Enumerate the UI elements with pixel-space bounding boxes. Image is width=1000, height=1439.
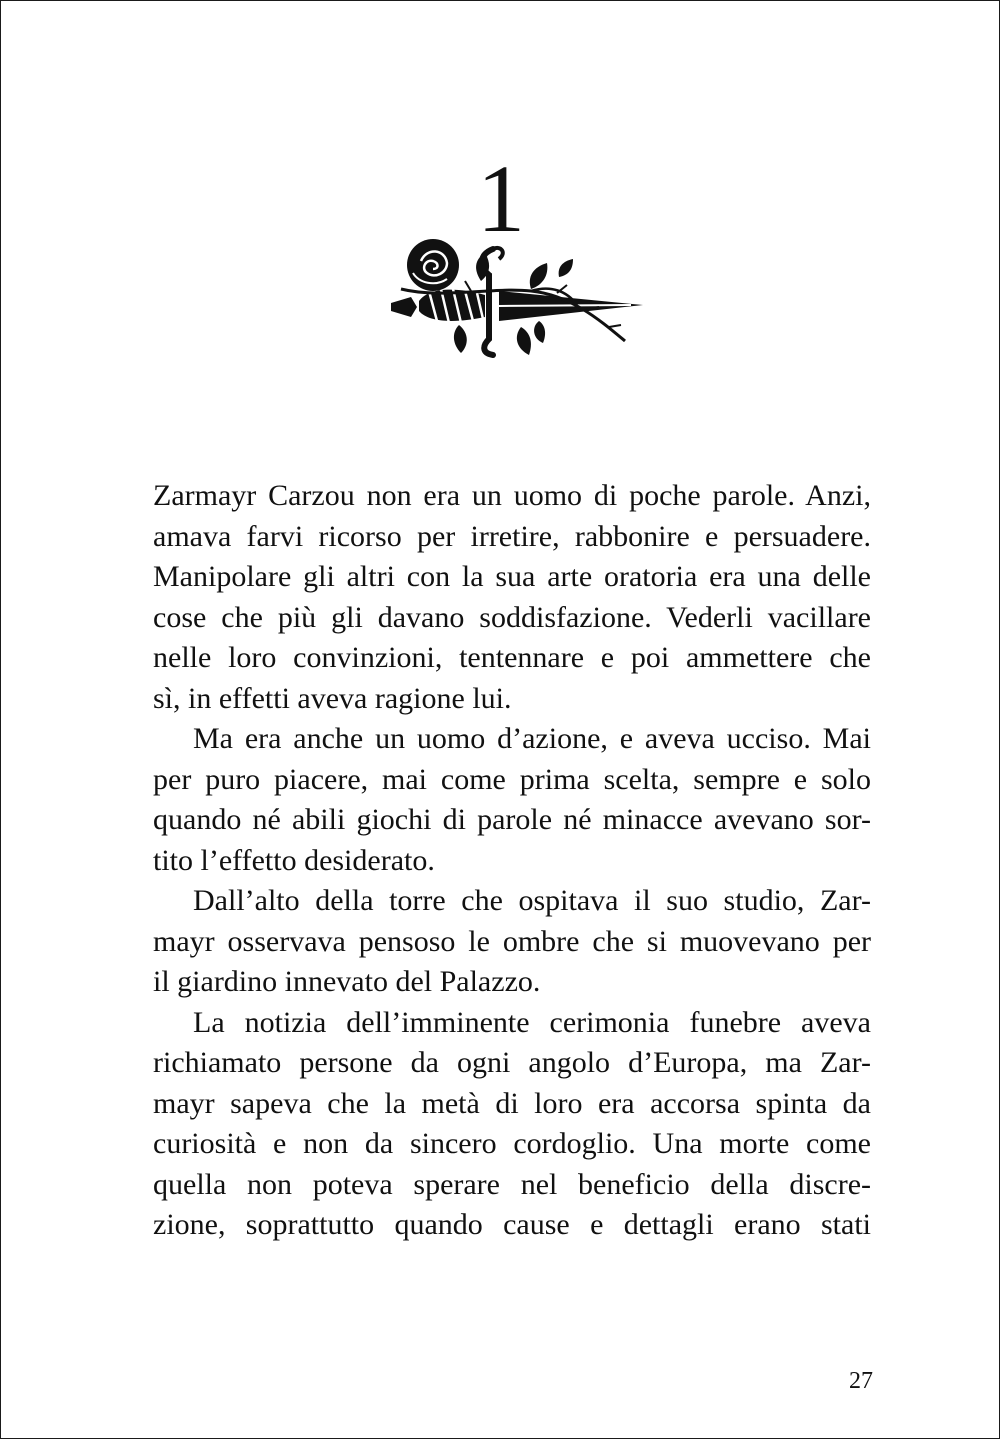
text-line: tito l’effetto desiderato.: [153, 843, 435, 877]
text-line: Ma era anche un uomo d’azione, e aveva ucciso. Mai: [193, 722, 871, 755]
text-line: Manipolare gli altri con la sua arte oratoria era una delle: [153, 560, 871, 593]
chapter-number: 1: [477, 145, 525, 252]
text-line: mayr sapeva che la metà di loro era accorsa spinta da: [153, 1086, 871, 1120]
text-line: il giardino innevato del Palazzo.: [153, 965, 541, 998]
text-line: Dall’alto della torre che ospitava il suo studio, Zar-: [193, 884, 871, 917]
text-line: cose che più gli davano soddisfazione. Vederli vacillare: [153, 600, 871, 634]
text-line: mayr osservava pensoso le ombre che si muovevano per: [153, 924, 871, 958]
text-line: per puro piacere, mai come prima scelta, sempre e solo: [153, 762, 871, 796]
page-number: 27: [849, 1368, 873, 1394]
text-line: quella non poteva sperare nel beneficio della discre-: [153, 1167, 871, 1201]
text-line: sì, in effetti aveva ragione lui.: [153, 681, 512, 715]
paragraph-3: [153, 881, 871, 1003]
text-line: La notizia dell’imminente cerimonia funebre aveva: [193, 1005, 871, 1039]
text-line: Zarmayr Carzou non era un uomo di poche parole. Anzi,: [153, 479, 871, 512]
text-line: quando né abili giochi di parole né minacce avevano sor-: [153, 803, 871, 836]
chapter-body-text: [153, 476, 871, 1246]
paragraph-2: [153, 719, 871, 881]
text-line: amava farvi ricorso per irretire, rabbonire e persuadere.: [153, 519, 871, 553]
text-line: zione, soprattutto quando cause e dettagli erano stati: [153, 1208, 871, 1241]
paragraph-4: [153, 1003, 871, 1246]
paragraph-1: [153, 476, 871, 719]
text-line: nelle loro convinzioni, tentennare e poi ammettere che: [153, 641, 871, 674]
text-line: richiamato persone da ogni angolo d’Europa, ma Zar-: [153, 1046, 871, 1079]
rose-dagger-ornament-icon: [381, 229, 651, 359]
text-line: curiosità e non da sincero cordoglio. Una morte come: [153, 1127, 871, 1160]
